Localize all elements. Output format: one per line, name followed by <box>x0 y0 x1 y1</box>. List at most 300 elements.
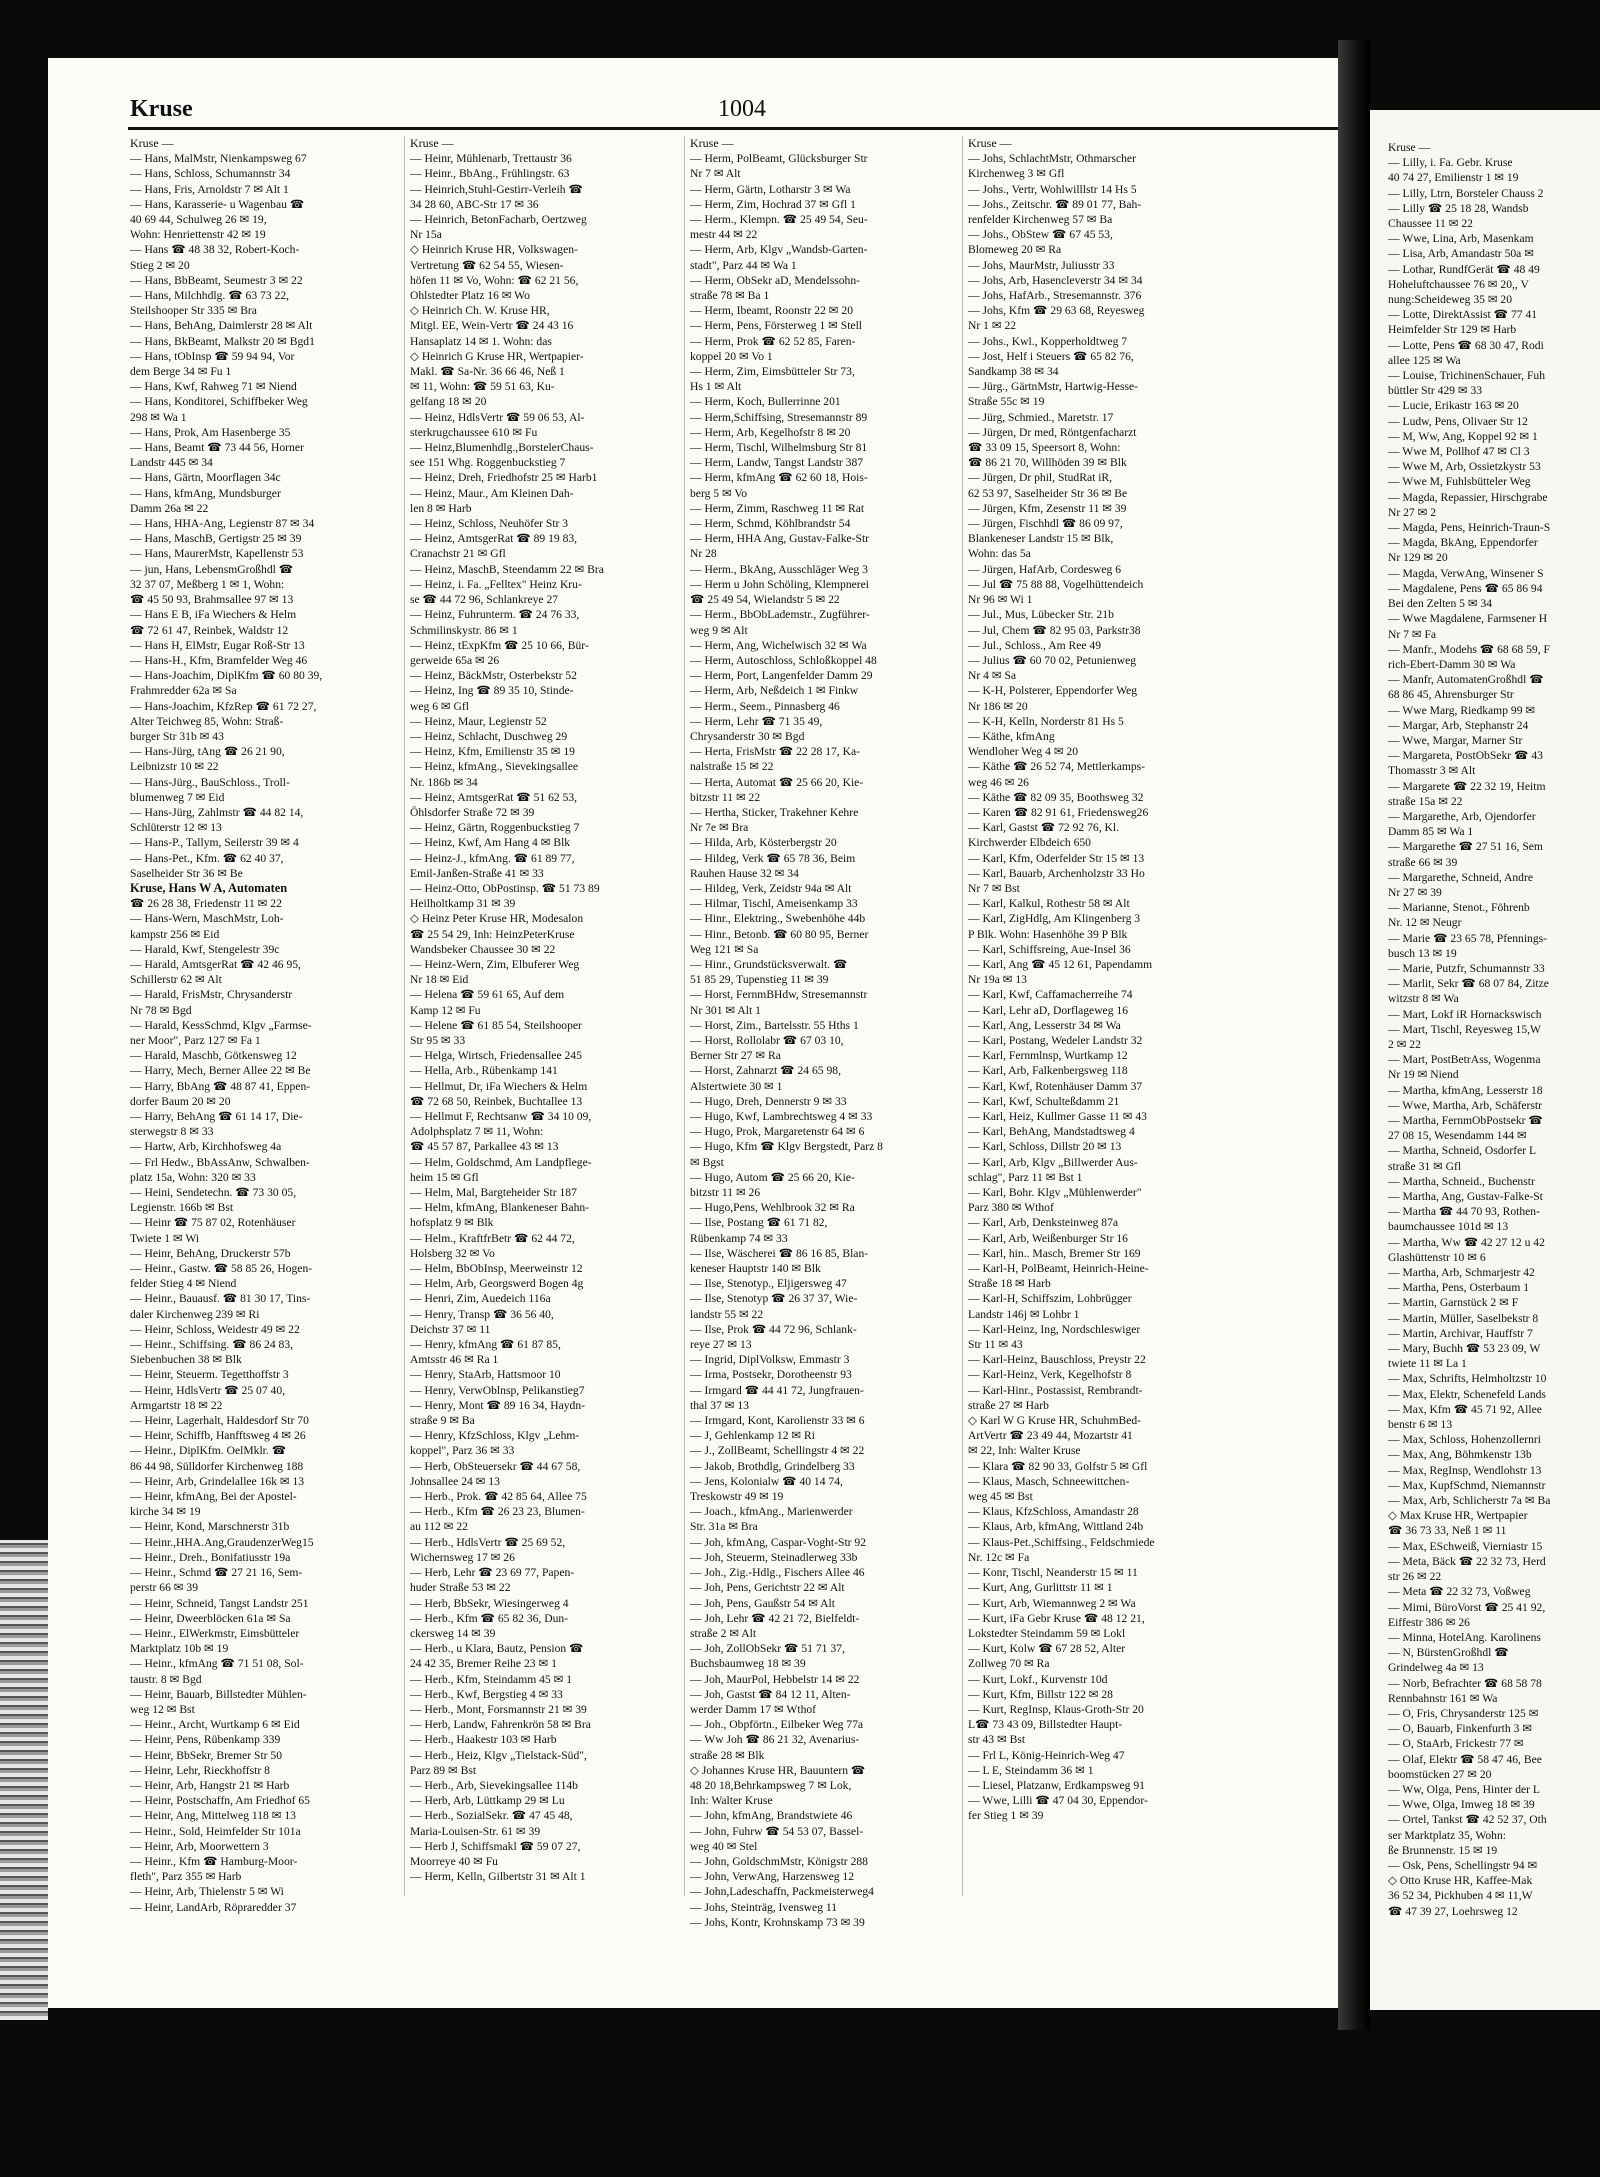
directory-entry-line: — Herm, Arb, Kegelhofstr 8 ✉ 20 <box>690 425 851 439</box>
directory-entry-line: — Jürgen, Dr med, Röntgenfacharzt <box>968 425 1137 439</box>
directory-entry-line: — Hans-Jürg, Zahlmstr ☎ 44 82 14, <box>130 805 304 819</box>
directory-entry-line: — Hans E B, iFa Wiechers & Helm <box>130 608 297 622</box>
directory-entry-line: ◇ Heinz Peter Kruse HR, Modesalon <box>410 912 584 926</box>
directory-entry-line: — Horst, FernmBHdw, Stresemannstr <box>690 988 868 1002</box>
directory-entry-line: Wendloher Weg 4 ✉ 20 <box>968 745 1079 759</box>
directory-entry-line: 48 20 18,Behrkampsweg 7 ✉ Lok, <box>690 1778 852 1792</box>
adjacent-entries <box>1388 155 1608 1919</box>
adjacent-entry-line: — Max, Schrifts, Helmholtzstr 10 <box>1388 1372 1547 1386</box>
directory-entry-line: Alstertwiete 30 ✉ 1 <box>690 1079 783 1093</box>
directory-entry-line: — Helm., KraftfrBetr ☎ 62 44 72, <box>410 1231 575 1245</box>
adjacent-page <box>1370 110 1600 2010</box>
directory-entry-line: ☎ 25 54 29, Inh: HeinzPeterKruse <box>410 927 575 941</box>
directory-entry-line: — Karl, Arb, Falkenbergsweg 118 <box>968 1064 1128 1078</box>
directory-entry-line: — Jul, Chem ☎ 82 95 03, Parkstr38 <box>968 623 1141 637</box>
adjacent-entry-line: — Wwe Magdalene, Farmsener H <box>1388 612 1548 626</box>
adjacent-entry-line: ◇ Max Kruse HR, Wertpapier <box>1388 1509 1528 1523</box>
directory-entry-line: — Heinz, AmtsgerRat ☎ 89 19 83, <box>410 532 578 546</box>
directory-entry-line: — Kurt, iFa Gebr Kruse ☎ 48 12 21, <box>968 1611 1145 1625</box>
directory-entry-line: — Karl, hin.. Masch, Bremer Str 169 <box>968 1246 1141 1260</box>
directory-entry-line: — Hans, Konditorei, Schiffbeker Weg <box>130 395 308 409</box>
directory-entry-line: — Hans, BkBeamt, Malkstr 20 ✉ Bgd1 <box>130 334 315 348</box>
directory-entry-line: Marktplatz 10b ✉ 19 <box>130 1642 229 1656</box>
adjacent-entry-line: — Marlit, Sekr ☎ 68 07 84, Zitze <box>1388 977 1549 991</box>
directory-entry-line: — Heinr, Arb, Thielenstr 5 ✉ Wi <box>130 1885 284 1899</box>
directory-entry-line: ✉ 11, Wohn: ☎ 59 51 63, Ku- <box>410 380 555 394</box>
directory-entry-line: — Herm, Ang, Wichelwisch 32 ✉ Wa <box>690 638 867 652</box>
directory-entry-line: — Herm, Koch, Bullerrinne 201 <box>690 395 841 409</box>
directory-entry-line: straße 9 ✉ Ba <box>410 1414 475 1428</box>
directory-entry-line: platz 15a, Wohn: 320 ✉ 33 <box>130 1170 256 1184</box>
directory-entry-line: ckersweg 14 ✉ 39 <box>410 1626 496 1640</box>
directory-entry-line: — Hartw, Arb, Kirchhofsweg 4a <box>130 1140 282 1154</box>
directory-entry-line: — Hans, Schloss, Schumannstr 34 <box>130 167 291 181</box>
directory-entry-line: — Karl, Kalkul, Rothestr 58 ✉ Alt <box>968 897 1130 911</box>
directory-entry-line: Alter Teichweg 85, Wohn: Straß- <box>130 714 284 728</box>
adjacent-entry-line: — Margar, Arb, Stephanstr 24 <box>1388 718 1529 732</box>
directory-entry-line: — Herb., Kfm ☎ 26 23 23, Blumen- <box>410 1505 585 1519</box>
adjacent-entry-line: — Max, Kfm ☎ 45 71 92, Allee <box>1388 1402 1542 1416</box>
directory-entry-line: — Hans-P., Tallym, Seilerstr 39 ✉ 4 <box>130 836 299 850</box>
directory-entry-line: Steilshooper Str 335 ✉ Bra <box>130 304 257 318</box>
directory-entry-line: daler Kirchenweg 239 ✉ Ri <box>130 1307 260 1321</box>
directory-entry-line: hofsplatz 9 ✉ Blk <box>410 1216 494 1230</box>
directory-entry-line: — Jul., Mus, Lübecker Str. 21b <box>968 608 1114 622</box>
directory-entry-line: — Heinr, Mühlenarb, Trettaustr 36 <box>410 152 572 166</box>
directory-entry-line: — Heinz, Schlacht, Duschweg 29 <box>410 729 568 743</box>
directory-entry-line: Mitgl. EE, Wein-Vertr ☎ 24 43 16 <box>410 319 574 333</box>
column-divider <box>404 136 405 1896</box>
directory-entry-line: — Heinz, MaschB, Steendamm 22 ✉ Bra <box>410 562 604 576</box>
directory-column-1 <box>130 136 400 1914</box>
adjacent-entry-line: — O, Bauarb, Finkenfurth 3 ✉ <box>1388 1722 1532 1736</box>
directory-entry-line: — Joh, MaurPol, Hebbelstr 14 ✉ 22 <box>690 1672 860 1686</box>
directory-entry-line: felder Stieg 4 ✉ Niend <box>130 1277 237 1291</box>
directory-entry-line: 51 85 29, Tupenstieg 11 ✉ 39 <box>690 973 829 987</box>
directory-entry-line: — Hans, Beamt ☎ 73 44 56, Horner <box>130 441 304 455</box>
directory-entry-line: — Herm, Zim, Hochrad 37 ✉ Gfl 1 <box>690 197 856 211</box>
directory-entry-line: Str. 31a ✉ Bra <box>690 1520 758 1534</box>
directory-entry-line: — Joach., kfmAng., Marienwerder <box>690 1505 853 1519</box>
directory-entry-line: Wandsbeker Chaussee 30 ✉ 22 <box>410 942 556 956</box>
directory-entry-line: Nr 7 ✉ Alt <box>690 167 741 181</box>
directory-entry-line: Landstr 146j ✉ Lohbr 1 <box>968 1307 1080 1321</box>
directory-entry-line: — Hans-Joachim, KfzRep ☎ 61 72 27, <box>130 699 317 713</box>
directory-entry-line: — Herm, Gärtn, Lotharstr 3 ✉ Wa <box>690 182 851 196</box>
directory-entry-line: ☎ 33 09 15, Speersort 8, Wohn: <box>968 441 1121 455</box>
directory-entry-line: — Liesel, Platzanw, Erdkampsweg 91 <box>968 1778 1145 1792</box>
directory-entry-line: — Ilse, Stenotyp., Eljigersweg 47 <box>690 1277 847 1291</box>
directory-entry-line: — Karl-Heinz, Verk, Kegelhofstr 8 <box>968 1368 1132 1382</box>
directory-entry-line: — Irmgard, Kont, Karolienstr 33 ✉ 6 <box>690 1414 865 1428</box>
adjacent-entry-line: — Lucie, Erikastr 163 ✉ 20 <box>1388 399 1519 413</box>
directory-entry-line: Nr 18 ✉ Eid <box>410 973 469 987</box>
directory-entry-line: — Herta, FrisMstr ☎ 22 28 17, Ka- <box>690 745 860 759</box>
column-entries <box>410 151 680 1884</box>
adjacent-entry-line: Rennbahnstr 161 ✉ Wa <box>1388 1691 1498 1705</box>
directory-entry-line: Moorreye 40 ✉ Fu <box>410 1854 498 1868</box>
directory-entry-line: Johnsallee 24 ✉ 13 <box>410 1474 500 1488</box>
directory-entry-line: — Hugo, Kwf, Lambrechtsweg 4 ✉ 33 <box>690 1110 873 1123</box>
directory-entry-line: ◇ Johannes Kruse HR, Bauuntern ☎ <box>690 1763 866 1777</box>
directory-entry-line: — Herm, Kelln, Gilbertstr 31 ✉ Alt 1 <box>410 1870 586 1884</box>
directory-entry-line: — Karl, Bohr. Klgv „Mühlenwerder" <box>968 1186 1142 1200</box>
adjacent-entry-line: Heimfelder Str 129 ✉ Harb <box>1388 323 1517 337</box>
directory-entry-line: — Hildeg, Verk ☎ 65 78 36, Beim <box>690 851 856 865</box>
directory-entry-line: — Karl, Kfm, Oderfelder Str 15 ✉ 13 <box>968 851 1145 865</box>
adjacent-entry-line: — Martin, Garnstück 2 ✉ F <box>1388 1296 1519 1310</box>
directory-entry-line: Makl. ☎ Sa-Nr. 36 66 46, Neß 1 <box>410 365 565 379</box>
directory-entry-line: — Johs, Arb, Hasencleverstr 34 ✉ 34 <box>968 273 1143 287</box>
directory-entry-line: burger Str 31b ✉ 43 <box>130 729 224 743</box>
directory-entry-line: Lokstedter Steindamm 59 ✉ Lokl <box>968 1626 1126 1640</box>
directory-entry-line: Wichernsweg 17 ✉ 26 <box>410 1550 515 1564</box>
directory-entry-line: — Karl-H, PolBeamt, Heinrich-Heine- <box>968 1262 1149 1276</box>
directory-entry-line: Damm 26a ✉ 22 <box>130 501 209 515</box>
directory-entry-line: Nr 15a <box>410 228 442 242</box>
directory-entry-line: — Hans-Joachim, DiplKfm ☎ 60 80 39, <box>130 669 323 683</box>
directory-entry-line: landstr 55 ✉ 22 <box>690 1307 764 1321</box>
directory-entry-line: P Blk. Wohn: Hasenhöhe 39 P Blk <box>968 927 1128 941</box>
directory-entry-line: — Hans ☎ 48 38 32, Robert-Koch- <box>130 243 300 257</box>
directory-entry-line: — John, VerwAng, Harzensweg 12 <box>690 1870 854 1884</box>
adjacent-entry-line: — Martha, Pens, Osterbaum 1 <box>1388 1281 1530 1295</box>
directory-entry-line: — Heinr, LandArb, Röpraredder 37 <box>130 1900 297 1914</box>
directory-entry-line: Landstr 445 ✉ 34 <box>130 456 213 470</box>
adjacent-entry-line: Eiffestr 386 ✉ 26 <box>1388 1615 1470 1629</box>
directory-entry-line: — Heinz-J., kfmAng. ☎ 61 89 77, <box>410 851 575 865</box>
adjacent-entry-line: — Max, KupfSchmd, Niemannstr <box>1388 1478 1546 1492</box>
directory-entry-line: Leibnizstr 10 ✉ 22 <box>130 760 219 774</box>
adjacent-entry-line: — Mimi, BüroVorst ☎ 25 41 92, <box>1388 1600 1546 1614</box>
directory-entry-line: Buchsbaumweg 18 ✉ 39 <box>690 1657 806 1671</box>
directory-entry-line: — Käthe ☎ 26 52 74, Mettlerkamps- <box>968 760 1146 774</box>
directory-entry-line: — Klaus, KfzSchloss, Amandastr 28 <box>968 1505 1139 1519</box>
directory-entry-line: — Heinz, Kwf, Am Hang 4 ✉ Blk <box>410 836 571 850</box>
directory-entry-line: fer Stieg 1 ✉ 39 <box>968 1809 1044 1823</box>
directory-entry-line: straße 2 ✉ Alt <box>690 1626 757 1640</box>
directory-entry-line: Hs 1 ✉ Alt <box>690 380 742 394</box>
directory-entry-line: L☎ 73 43 09, Billstedter Haupt- <box>968 1718 1123 1732</box>
directory-entry-line: — Herb, Landw, Fahrenkrön 58 ✉ Bra <box>410 1718 591 1732</box>
directory-entry-line: — Karl, Heiz, Kullmer Gasse 11 ✉ 43 <box>968 1110 1147 1123</box>
directory-entry-line: Zollweg 70 ✉ Ra <box>968 1657 1050 1671</box>
directory-entry-line: — Joh, Lehr ☎ 42 21 72, Bielfeldt- <box>690 1611 860 1625</box>
directory-entry-line: ☎ 86 21 70, Willhöden 39 ✉ Blk <box>968 456 1127 470</box>
directory-entry-line: — Hans, Prok, Am Hasenberge 35 <box>130 425 291 439</box>
directory-entry-line: 34 28 60, ABC-Str 17 ✉ 36 <box>410 197 539 211</box>
adjacent-entry-line: — Lilly, Ltrn, Borsteler Chauss 2 <box>1388 186 1544 200</box>
directory-entry-line: Nr 7e ✉ Bra <box>690 821 749 835</box>
directory-entry-line: — Herb., SozialSekr. ☎ 47 45 48, <box>410 1809 573 1823</box>
directory-entry-line: — Jul ☎ 75 88 88, Vogelhüttendeich <box>968 577 1144 591</box>
directory-entry-line: — J., ZollBeamt, Schellingstr 4 ✉ 22 <box>690 1444 865 1458</box>
directory-entry-line: Weg 121 ✉ Sa <box>690 942 759 956</box>
directory-entry-line: — Herb., HdlsVertr ☎ 25 69 52, <box>410 1535 566 1549</box>
adjacent-entry-line: Thomasstr 3 ✉ Alt <box>1388 764 1476 778</box>
directory-entry-line: — Herb., Mont, Forsmannstr 21 ✉ 39 <box>410 1702 587 1716</box>
directory-entry-line: Blankeneser Landstr 15 ✉ Blk, <box>968 532 1114 546</box>
directory-entry-line: Nr 78 ✉ Bgd <box>130 1003 192 1017</box>
directory-entry-line: — Joh, Steuerm, Steinadlerweg 33b <box>690 1550 858 1564</box>
directory-entry-line: — Käthe, kfmAng <box>968 729 1055 743</box>
directory-entry-line: Kamp 12 ✉ Fu <box>410 1003 481 1017</box>
directory-entry-line: — Heinz, BäckMstr, Osterbekstr 52 <box>410 669 577 683</box>
directory-entry-line: — Karl, Gastst ☎ 72 92 76, Kl. <box>968 821 1119 835</box>
adjacent-entry-line: baumchaussee 101d ✉ 13 <box>1388 1220 1509 1234</box>
directory-entry-line: — Henry, Transp ☎ 36 56 40, <box>410 1307 554 1321</box>
adjacent-entry-line: str 26 ✉ 22 <box>1388 1570 1442 1584</box>
directory-entry-line: Nr 4 ✉ Sa <box>968 669 1017 683</box>
directory-entry-line: — Harald, Maschb, Götkensweg 12 <box>130 1049 297 1063</box>
adjacent-entry-line: — Margarethe, Schneid, Andre <box>1388 870 1533 884</box>
directory-entry-line: ☎ 72 61 47, Reinbek, Waldstr 12 <box>130 623 289 637</box>
directory-entry-line: — Hans-Jürg., BauSchloss., Troll- <box>130 775 290 789</box>
adjacent-entry-line: straße 31 ✉ Gfl <box>1388 1159 1462 1173</box>
adjacent-entry-line: — Mart, PostBetrAss, Wogenma <box>1388 1053 1541 1067</box>
directory-entry-line: — Kurt, RegInsp, Klaus-Groth-Str 20 <box>968 1702 1144 1716</box>
directory-entry-line: — Jürgen, HafArb, Cordesweg 6 <box>968 562 1122 576</box>
directory-entry-line: Parz 380 ✉ Wthof <box>968 1201 1054 1215</box>
header-rule <box>128 127 1338 130</box>
directory-entry-line: — Karl, Ang, Lesserstr 34 ✉ Wa <box>968 1018 1121 1032</box>
adjacent-entry-line: — Wwe M, Arb, Ossietzkystr 53 <box>1388 460 1541 474</box>
adjacent-entry-line: — Magdalene, Pens ☎ 65 86 94 <box>1388 581 1543 595</box>
directory-entry-line: — Heinr, Arb, Grindelallee 16k ✉ 13 <box>130 1474 305 1488</box>
directory-entry-line: — Heinrich, BetonFacharb, Oertzweg <box>410 213 587 227</box>
directory-entry-line: — Hugo, Kfm ☎ Klgv Bergstedt, Parz 8 <box>690 1140 883 1154</box>
directory-entry-line: — Herm, kfmAng ☎ 62 60 18, Hois- <box>690 471 868 485</box>
directory-entry-line: — Hildeg, Verk, Zeidstr 94a ✉ Alt <box>690 881 852 895</box>
adjacent-entry-line: 2 ✉ 22 <box>1388 1037 1421 1051</box>
adjacent-entry-line: — Margarete ☎ 22 32 19, Heitm <box>1388 779 1546 793</box>
adjacent-entry-line: twiete 11 ✉ La 1 <box>1388 1357 1467 1371</box>
directory-entry-line: 40 69 44, Schulweg 26 ✉ 19, <box>130 213 267 227</box>
directory-entry-line: — Karl, Ang ☎ 45 12 61, Papendamm <box>968 957 1153 971</box>
adjacent-entry-line: — Wwe, Margar, Marner Str <box>1388 733 1523 747</box>
directory-entry-line: Stieg 2 ✉ 20 <box>130 258 190 272</box>
directory-entry-line: — Horst, Zahnarzt ☎ 24 65 98, <box>690 1064 841 1078</box>
directory-entry-line: — Heinr., BbAng., Frühlingstr. 63 <box>410 167 570 181</box>
directory-entry-line: Frahmredder 62a ✉ Sa <box>130 684 237 698</box>
directory-entry-line: Armgartstr 18 ✉ 22 <box>130 1398 223 1412</box>
adjacent-entry-line: — O, StaArb, Frickestr 77 ✉ <box>1388 1737 1524 1751</box>
adjacent-entry-line: — Mary, Buchh ☎ 53 23 09, W <box>1388 1342 1541 1356</box>
directory-entry-line: — Henry, kfmAng ☎ 61 87 85, <box>410 1338 561 1352</box>
directory-entry-line: — Herb, Lehr ☎ 23 69 77, Papen- <box>410 1566 575 1580</box>
directory-entry-line: — Hans, MaschB, Gertigstr 25 ✉ 39 <box>130 532 302 546</box>
directory-entry-line: dem Berge 34 ✉ Fu 1 <box>130 365 232 379</box>
directory-entry-line: — Irmgard ☎ 44 41 72, Jungfrauen- <box>690 1383 864 1397</box>
column-continuation: Kruse — <box>968 136 1012 150</box>
adjacent-page-column <box>1388 140 1608 1919</box>
directory-entry-line: Wohn: das 5a <box>968 547 1031 561</box>
directory-entry-line: — Harald, FrisMstr, Chrysanderstr <box>130 988 293 1002</box>
adjacent-entry-line: — Martha, Schneid, Osdorfer L <box>1388 1144 1537 1158</box>
directory-entry-line: — Herm, Ibeamt, Roonstr 22 ✉ 20 <box>690 304 853 318</box>
directory-entry-line: Nr 19a ✉ 13 <box>968 973 1027 987</box>
directory-entry-line: — Heinr, Pens, Rübenkamp 339 <box>130 1733 281 1747</box>
directory-entry-line: Parz 89 ✉ Bst <box>410 1763 477 1777</box>
directory-entry-line: weg 40 ✉ Stel <box>690 1839 758 1853</box>
directory-entry-line: — Hugo,Pens, Wehlbrook 32 ✉ Ra <box>690 1201 855 1215</box>
directory-entry-line: Sandkamp 38 ✉ 34 <box>968 365 1059 379</box>
adjacent-entry-line: straße 66 ✉ 39 <box>1388 855 1458 869</box>
column-continuation: Kruse — <box>690 136 734 150</box>
directory-entry-line: — Wwe, Lilli ☎ 47 04 30, Eppendor- <box>968 1794 1148 1808</box>
directory-entry-line: — Karl, Kwf, Caffamacherreihe 74 <box>968 988 1133 1002</box>
directory-entry-line: — Karl, Schiffsreing, Aue-Insel 36 <box>968 942 1131 956</box>
adjacent-entry-line: — Martha, Arb, Schmarjestr 42 <box>1388 1266 1535 1280</box>
directory-entry-line: — Harald, KessSchmd, Klgv „Farmse- <box>130 1018 312 1032</box>
directory-entry-line: — Helm, Arb, Georgswerd Bogen 4g <box>410 1277 584 1291</box>
directory-entry-line: — Heinr, Lehr, Rieckhoffstr 8 <box>130 1763 270 1777</box>
directory-entry-line: — K-H, Kelln, Norderstr 81 Hs 5 <box>968 714 1124 728</box>
directory-entry-line: — Herb., Kfm ☎ 65 82 36, Dun- <box>410 1611 569 1625</box>
directory-column-4 <box>968 136 1238 1896</box>
column-entries <box>690 151 960 1930</box>
directory-entry-line: — Heinr, BbSekr, Bremer Str 50 <box>130 1748 283 1762</box>
directory-entry-line: — Heinr, Schneid, Tangst Landstr 251 <box>130 1596 309 1610</box>
directory-entry-line: — Hans, tObInsp ☎ 59 94 94, Vor <box>130 349 295 363</box>
directory-entry-line: — Hans, BehAng, Daimlerstr 28 ✉ Alt <box>130 319 313 333</box>
directory-entry-line: — Hans, kfmAng, Mundsburger <box>130 486 281 500</box>
directory-entry-line: — Heinr.,HHA.Ang,GraudenzerWeg15 <box>130 1535 314 1549</box>
directory-entry-line: — Heinr ☎ 75 87 02, Rotenhäuser <box>130 1216 296 1230</box>
directory-entry-line: dorfer Baum 20 ✉ 20 <box>130 1094 231 1108</box>
adjacent-entry-line: — Louise, TrichinenSchauer, Fuh <box>1388 369 1546 383</box>
directory-entry-line: — Helm, BbObInsp, Meerweinstr 12 <box>410 1262 583 1276</box>
adjacent-entry-line: witzstr 8 ✉ Wa <box>1388 992 1459 1006</box>
directory-entry-line: weg 6 ✉ Gfl <box>410 699 469 713</box>
directory-entry-line: mestr 44 ✉ 22 <box>690 228 758 242</box>
directory-entry-line: Nr. 12c ✉ Fa <box>968 1550 1030 1564</box>
directory-entry-line: — Herm., BkAng, Ausschläger Weg 3 <box>690 562 868 576</box>
directory-entry-line: — Hans, Milchhdlg. ☎ 63 73 22, <box>130 289 290 303</box>
directory-entry-line: Nr 1 ✉ 22 <box>968 319 1017 333</box>
adjacent-entry-line: — Meta ☎ 22 32 73, Voßweg <box>1388 1585 1531 1599</box>
directory-entry-line: keneser Hauptstr 140 ✉ Blk <box>690 1262 821 1276</box>
adjacent-entry-line: Nr 27 ✉ 39 <box>1388 885 1442 899</box>
directory-entry-line: — Herm u John Schöling, Klempnerei <box>690 577 870 591</box>
directory-entry-line: — Herm, Port, Langenfelder Damm 29 <box>690 669 873 683</box>
adjacent-entry-line: Chaussee 11 ✉ 22 <box>1388 217 1473 231</box>
directory-entry-line: weg 9 ✉ Alt <box>690 623 748 637</box>
directory-entry-line: — Jürg, Schmied., Maretstr. 17 <box>968 410 1114 424</box>
adjacent-entry-line: — Mart, Lokf iR Hornackswisch <box>1388 1007 1542 1021</box>
directory-entry-line: — Herm, Landw, Tangst Landstr 387 <box>690 456 864 470</box>
adjacent-entry-line: — Martha, kfmAng, Lesserstr 18 <box>1388 1083 1543 1097</box>
directory-entry-line: ☎ 26 28 38, Friedenstr 11 ✉ 22 <box>130 897 282 911</box>
directory-entry-line: 298 ✉ Wa 1 <box>130 410 187 424</box>
directory-entry-line: — J, Gehlenkamp 12 ✉ Ri <box>690 1429 815 1443</box>
directory-entry-line: — Joh., Obpförtn., Eilbeker Weg 77a <box>690 1718 864 1732</box>
page-number: 1004 <box>718 96 766 122</box>
adjacent-entry-line: — O, Fris, Chrysanderstr 125 ✉ <box>1388 1706 1539 1720</box>
directory-entry-line: — Heinz-Wern, Zim, Elbuferer Weg <box>410 957 580 971</box>
adjacent-entry-line: — Wwe M, Pollhof 47 ✉ Cl 3 <box>1388 445 1530 459</box>
adjacent-entry-line: — Marianne, Stenot., Föhrenb <box>1388 901 1530 915</box>
directory-entry-line: Ohlstedter Platz 16 ✉ Wo <box>410 289 530 303</box>
directory-entry-line: Nr. 186b ✉ 34 <box>410 775 478 789</box>
adjacent-entry-line: — Magda, VerwAng, Winsener S <box>1388 566 1544 580</box>
directory-entry-line: koppel", Parz 36 ✉ 33 <box>410 1444 515 1458</box>
directory-entry-line: — Harald, Kwf, Stengelestr 39c <box>130 942 280 956</box>
directory-entry-line: — Karl, Postang, Wedeler Landstr 32 <box>968 1033 1143 1047</box>
directory-entry-line: weg 46 ✉ 26 <box>968 775 1029 789</box>
directory-entry-line: — Heinz, Schloss, Neuhöfer Str 3 <box>410 517 569 531</box>
directory-entry-line: weg 45 ✉ Bst <box>968 1490 1033 1504</box>
directory-entry-line: — Herm, Lehr ☎ 71 35 49, <box>690 714 823 728</box>
directory-entry-line: — Herm, ObSekr aD, Mendelssohn- <box>690 273 861 287</box>
adjacent-entry-line: — Meta, Bäck ☎ 22 32 73, Herd <box>1388 1554 1546 1568</box>
directory-entry-line: — Hilmar, Tischl, Ameisenkamp 33 <box>690 897 858 911</box>
directory-entry-line: ◇ Heinrich G Kruse HR, Wertpapier- <box>410 349 584 363</box>
adjacent-entry-line: Nr 7 ✉ Fa <box>1388 627 1437 641</box>
directory-entry-line: — Kurt, Lokf., Kurvenstr 10d <box>968 1672 1108 1686</box>
directory-entry-line: Hansaplatz 14 ✉ 1. Wohn: das <box>410 334 552 348</box>
directory-entry-line: — Hans-Wern, MaschMstr, Loh- <box>130 912 284 926</box>
adjacent-entry-line: — Max, RegInsp, Wendlohstr 13 <box>1388 1463 1542 1477</box>
directory-entry-line: — Johs, Steinträg, Ivensweg 11 <box>690 1900 838 1914</box>
directory-entry-line: Nr 301 ✉ Alt 1 <box>690 1003 761 1017</box>
adjacent-entry-line: — Lilly, i. Fa. Gebr. Kruse <box>1388 156 1513 170</box>
directory-entry-line: — Hans-Jürg, tAng ☎ 26 21 90, <box>130 745 285 759</box>
directory-entry-line: — Herb., Heiz, Klgv „Tielstack-Süd", <box>410 1748 587 1762</box>
adjacent-entry-line: nung:Scheideweg 35 ✉ 20 <box>1388 293 1513 307</box>
adjacent-entry-line: ☎ 36 73 33, Neß 1 ✉ 11 <box>1388 1524 1507 1538</box>
directory-entry-line: — Heinz, Kfm, Emilienstr 35 ✉ 19 <box>410 745 575 759</box>
directory-entry-line: — Karl, Arb, Klgv „Billwerder Aus- <box>968 1155 1138 1169</box>
directory-entry-line: sterwegstr 8 ✉ 33 <box>130 1125 214 1139</box>
directory-entry-line: — Herb J, Schiffsmakl ☎ 59 07 27, <box>410 1839 581 1853</box>
directory-entry-line: — Irma, Postsekr, Dorotheenstr 93 <box>690 1368 852 1382</box>
directory-entry-line: — Hans, HHA-Ang, Legienstr 87 ✉ 34 <box>130 517 315 531</box>
adjacent-entry-line: — Magda, Pens, Heinrich-Traun-S <box>1388 521 1551 535</box>
directory-entry-line: see 151 Whg. Roggenbuckstieg 7 <box>410 456 566 470</box>
directory-entry-line: Kirchenweg 3 ✉ Gfl <box>968 167 1065 181</box>
directory-entry-line: — Herm, Prok ☎ 62 52 85, Faren- <box>690 334 856 348</box>
directory-entry-line: — Klaus, Arb, kfmAng, Wittland 24b <box>968 1520 1144 1534</box>
directory-entry-line: Twiete 1 ✉ Wi <box>130 1231 200 1245</box>
directory-entry-line: blumenweg 7 ✉ Eid <box>130 790 225 804</box>
directory-entry-line: — Herm,Schiffsing, Stresemannstr 89 <box>690 410 868 424</box>
directory-entry-line: — Johs, Kontr, Krohnskamp 73 ✉ 39 <box>690 1915 865 1929</box>
directory-entry-line: — Hilda, Arb, Kösterbergstr 20 <box>690 836 837 850</box>
directory-entry-line: Saselheider Str 36 ✉ Be <box>130 866 243 880</box>
adjacent-entry-line: — Ludw, Pens, Olivaer Str 12 <box>1388 414 1528 428</box>
directory-entry-line: — Heinr., Kfm ☎ Hamburg-Moor- <box>130 1854 298 1868</box>
directory-entry-line: Schillerstr 62 ✉ Alt <box>130 973 222 987</box>
directory-entry-line: — Karl-Heinz, Ing, Nordschleswiger <box>968 1322 1141 1336</box>
directory-entry-line: — Hella, Arb., Rübenkamp 141 <box>410 1064 558 1078</box>
directory-entry-line: — Heinz, tExpKfm ☎ 25 10 66, Bür- <box>410 638 589 652</box>
directory-entry-line: — Horst, Zim., Bartelsstr. 55 Hths 1 <box>690 1018 859 1032</box>
directory-entry-line: — Johs., Vertr, Wohlwilllstr 14 Hs 5 <box>968 182 1137 196</box>
adjacent-entry-line: — N, BürstenGroßhdl ☎ <box>1388 1646 1509 1660</box>
directory-entry-line: — Herb, Arb, Lüttkamp 29 ✉ Lu <box>410 1794 565 1808</box>
directory-entry-line: — Henri, Zim, Auedeich 116a <box>410 1292 551 1306</box>
directory-entry-line: Nr 186 ✉ 20 <box>968 699 1028 713</box>
directory-entry-line: Cranachstr 21 ✉ Gfl <box>410 547 506 561</box>
adjacent-entry-line: ser Marktplatz 35, Wohn: <box>1388 1828 1506 1842</box>
directory-entry-line: — Hans, MaurerMstr, Kapellenstr 53 <box>130 547 304 561</box>
directory-entry-line: Öhlsdorfer Straße 72 ✉ 39 <box>410 805 535 819</box>
directory-entry-line: Legienstr. 166b ✉ Bst <box>130 1201 234 1215</box>
directory-entry-line: — Johs., Kwl., Kopperholdtweg 7 <box>968 334 1128 348</box>
adjacent-entry-line: — Wwe, Martha, Arb, Schäferstr <box>1388 1098 1543 1112</box>
directory-entry-line: — Hugo, Prok, Margaretenstr 64 ✉ 6 <box>690 1125 865 1139</box>
